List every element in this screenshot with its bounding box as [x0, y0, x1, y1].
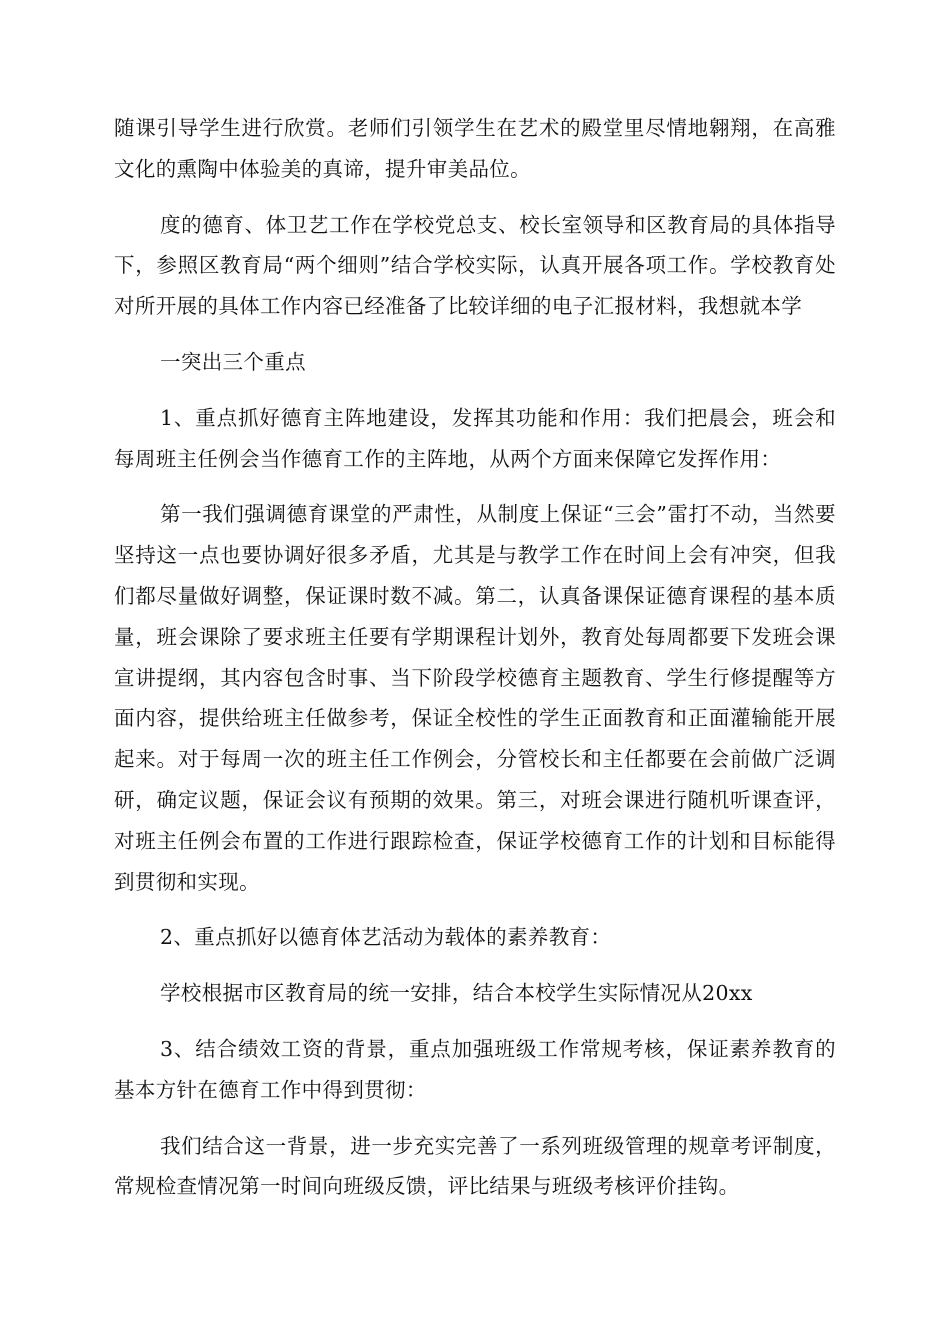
paragraph: 我们结合这一背景，进一步充实完善了一系列班级管理的规章考评制度，常规检查情况第一时间向班级反馈，评比结果与班级考核评价挂钩。: [114, 1133, 836, 1199]
paragraph: 随课引导学生进行欣赏。老师们引领学生在艺术的殿堂里尽情地翱翔，在高雅文化的熏陶中体验美的真谛，提升审美品位。: [114, 116, 836, 181]
paragraph: 学校根据市区教育局的统一安排，结合本校学生实际情况从20xx: [160, 981, 753, 1006]
paragraph: 第一我们强调德育课堂的严肃性，从制度上保证“三会”雷打不动，当然要坚持这一点也要协调好很多矛盾，尤其是与教学工作在时间上会有冲突，但我们都尽量做好调整，保证课时数不减。第二，认真备课保证德育课程的基本质量，班会课除了要求班主任要有学期课程计划外，教育处每周都要下发班会课宣讲提纲，其内容包含时事、当下阶段学校德育主题教育、学生行修提醒等方面内容，提供给班主任做参考，保证全校性的学生正面教育和正面灌输能开展起来。对于每周一次的班主任工作例会，分管校长和主任都要在会前做广泛调研，确定议题，保证会议有预期的效果。第三，对班会课进行随机听课查评，对班主任例会布置的工作进行跟踪检查，保证学校德育工作的计划和目标能得到贯彻和实现。: [114, 502, 836, 894]
paragraph: 度的德育、体卫艺工作在学校党总支、校长室领导和区教育局的具体指导下，参照区教育局“两个细则”结合学校实际，认真开展各项工作。学校教育处对所开展的具体工作内容已经准备了比较详细的电子汇报材料，我想就本学: [114, 212, 836, 319]
paragraph: 3、结合绩效工资的背景，重点加强班级工作常规考核，保证素养教育的基本方针在德育工作中得到贯彻：: [114, 1036, 836, 1102]
paragraph: 2、重点抓好以德育体艺活动为载体的素养教育：: [160, 925, 612, 950]
document-body: [114, 108, 836, 1222]
section-heading: 一突出三个重点: [160, 349, 306, 374]
paragraph: 1、重点抓好德育主阵地建设，发挥其功能和作用：我们把晨会，班会和每周班主任例会当作德育工作的主阵地，从两个方面来保障它发挥作用：: [114, 405, 836, 471]
